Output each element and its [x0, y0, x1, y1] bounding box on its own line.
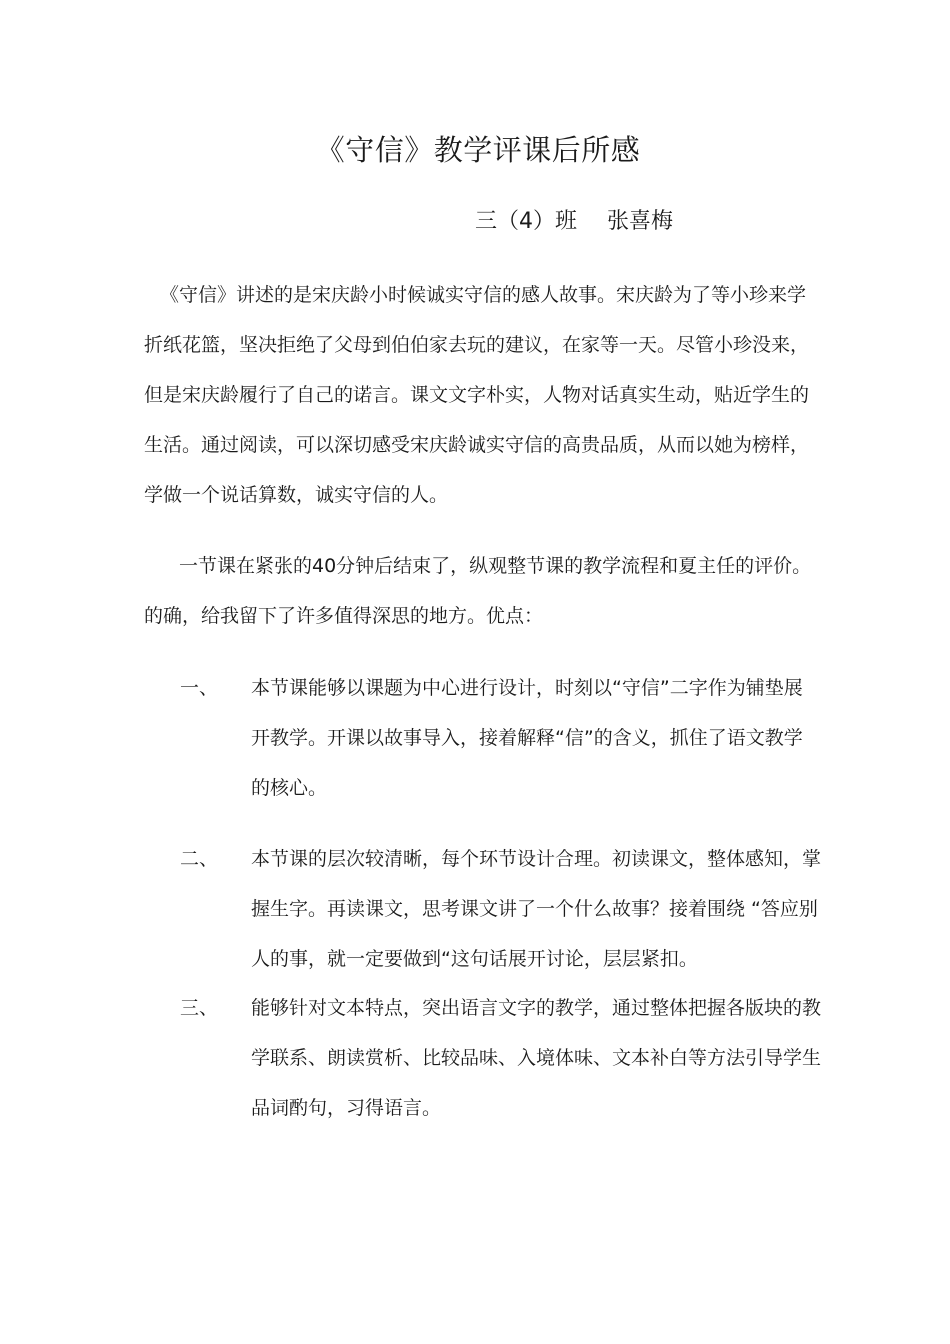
byline — [475, 205, 673, 239]
document-title: 《守信》教学评课后所感 — [315, 133, 641, 167]
intro-paragraph: 《守信》讲述的是宋庆龄小时候诚实守信的感人故事。宋庆龄为了等小珍来学折纸花篮，坚决拒绝了父母到伯伯家去玩的建议，在家等一天。尽管小珍没来，但是宋庆龄履行了自己的诺言。课文文字朴实，人物对话真实生动，贴近学生的生活。通过阅读，可以深切感受宋庆龄诚实守信的高贵品质，从而以她为榜样，学做一个说话算数，诚实守信的人。 — [144, 284, 810, 506]
list-item-number: 一、 — [180, 677, 219, 699]
list-item-text: 本节课能够以课题为中心进行设计，时刻以“守信”二字作为铺垫展开教学。开课以故事导入，接着解释“信”的含义，抓住了语文教学的核心。 — [251, 677, 803, 799]
list-item-text: 本节课的层次较清晰，每个环节设计合理。初读课文，整体感知，掌握生字。再读课文，思考课文讲了一个什么故事？接着围绕 “答应别人的事，就一定要做到“这句话展开讨论，层层紧扣。 — [251, 848, 822, 970]
class-name: 三（4）班 — [475, 209, 577, 234]
list-item-number: 三、 — [180, 997, 219, 1019]
list-item-number: 二、 — [180, 848, 219, 870]
list-item-text: 能够针对文本特点，突出语言文字的教学，通过整体把握各版块的教学联系、朗读赏析、比较品味、入境体味、文本补白等方法引导学生品词酌句，习得语言。 — [251, 997, 822, 1119]
summary-paragraph: 一节课在紧张的40分钟后结束了，纵观整节课的教学流程和夏主任的评价。的确，给我留下了许多值得深思的地方。优点： — [144, 555, 812, 627]
author-name: 张喜梅 — [607, 209, 674, 234]
